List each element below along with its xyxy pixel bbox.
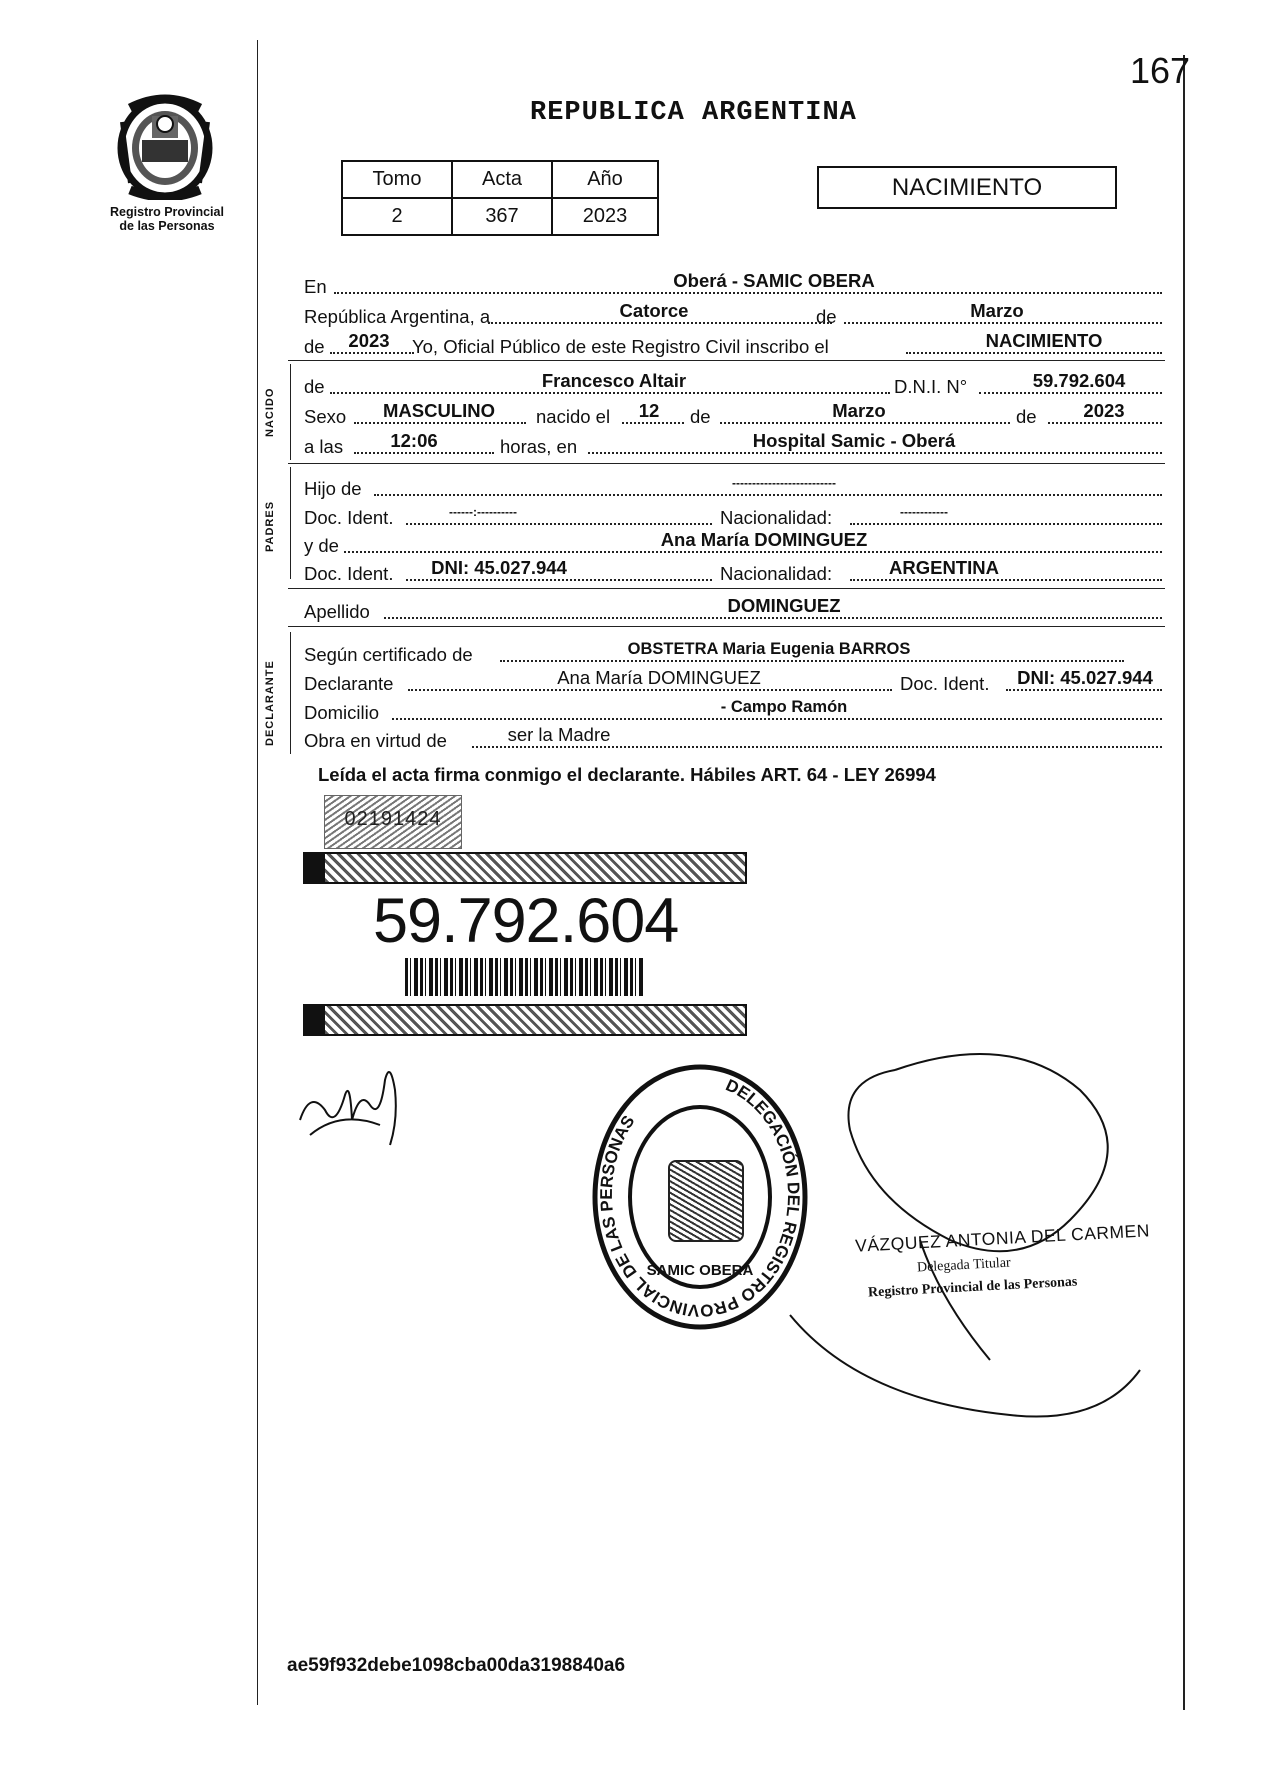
row-declarante [304, 665, 1164, 695]
header-tomo: Tomo [342, 161, 452, 198]
label-de: de [690, 406, 711, 427]
label-doc-ident: Doc. Ident. [304, 563, 394, 584]
label-domicilio: Domicilio [304, 702, 380, 723]
dotted-line [384, 617, 1162, 619]
label-declarante: Declarante [304, 673, 394, 694]
dotted-line [392, 718, 1162, 720]
row-mother-doc [304, 555, 1164, 585]
header-acta: Acta [452, 161, 552, 198]
left-margin-line [257, 40, 258, 1705]
row-hijo-de [304, 470, 1164, 500]
section-bar [290, 632, 291, 754]
security-code: 02191424 [344, 808, 442, 830]
value-declarante-name: Ana María DOMINGUEZ [557, 667, 761, 688]
value-child-name: Francesco Altair [541, 370, 687, 391]
dotted-line [344, 551, 1162, 553]
row-domicilio [304, 694, 1164, 724]
label-a-las: a las [304, 436, 344, 457]
security-strip-bottom [303, 1004, 747, 1036]
security-strip-top [303, 852, 747, 884]
row-sexo [304, 398, 1164, 428]
value-apellido: DOMINGUEZ [727, 595, 841, 616]
value-mother-doc: DNI: 45.027.944 [431, 557, 567, 578]
page-number: 167 [1130, 50, 1191, 91]
header-anio: Año [552, 161, 658, 198]
officer-text: Yo, Oficial Público de este Registro Civil inscribo el [412, 336, 829, 357]
dotted-line [906, 352, 1162, 354]
row-y-de [304, 527, 1164, 557]
row-republica [304, 298, 1164, 328]
label-hijo-de: Hijo de [304, 478, 362, 499]
seal-outer-text: DELEGACIÓN DEL REGISTRO PROVINCIAL DE LAS PERSONAS [596, 1075, 804, 1321]
closing-statement: Leída el acta firma conmigo el declarante. Hábiles ART. 64 - LEY 26994 [318, 764, 936, 785]
value-place: Oberá - SAMIC OBERA [673, 270, 875, 291]
section-divider [288, 360, 1165, 361]
dotted-line [1006, 689, 1162, 691]
value-birth-year: 2023 [1083, 400, 1125, 421]
value-birth-day: 12 [638, 400, 660, 421]
label-de: de [1016, 406, 1037, 427]
label-republica: República Argentina, a [304, 306, 491, 327]
dotted-line [720, 422, 1010, 424]
label-apellido: Apellido [304, 601, 370, 622]
dni-large-number: 59.792.604 [373, 886, 679, 956]
label-sexo: Sexo [304, 406, 347, 427]
document-type-box: NACIMIENTO [817, 166, 1117, 209]
label-nacionalidad: Nacionalidad: [720, 563, 833, 584]
dotted-line [408, 689, 892, 691]
label-obra: Obra en virtud de [304, 730, 447, 751]
value-tomo: 2 [342, 198, 452, 235]
value-obra: ser la Madre [507, 724, 611, 745]
row-apellido [304, 593, 1164, 623]
label-certificado: Según certificado de [304, 644, 473, 665]
dotted-line [374, 494, 1162, 496]
label-de: de [304, 376, 325, 397]
section-label-nacido: NACIDO [264, 387, 276, 437]
value-anio: 2023 [552, 198, 658, 235]
label-y-de: y de [304, 535, 339, 556]
dotted-line [622, 422, 684, 424]
value-child-dni: 59.792.604 [1032, 370, 1126, 391]
signatory-organization: Registro Provincial de las Personas [867, 1274, 1078, 1301]
dotted-line [488, 322, 832, 324]
registry-caption-line1: Registro Provincial [110, 205, 224, 219]
section-label-declarante: DECLARANTE [264, 660, 276, 746]
right-margin-line [1183, 55, 1185, 1710]
dotted-line [330, 392, 890, 394]
registry-caption [92, 205, 242, 233]
value-birth-place: Hospital Samic - Oberá [752, 430, 956, 451]
signatory-role: Delegada Titular [916, 1255, 1012, 1276]
dotted-line [406, 579, 712, 581]
dotted-line [850, 579, 1162, 581]
dotted-line [1048, 422, 1162, 424]
label-doc-ident: Doc. Ident. [900, 673, 990, 694]
seal-inner-text: SAMIC OBERA [646, 1262, 754, 1279]
row-name [304, 368, 1164, 398]
dotted-line [979, 392, 1162, 394]
dotted-line [844, 322, 1162, 324]
row-en [304, 268, 1164, 298]
value-birth-time: 12:06 [390, 430, 438, 451]
misiones-coat-of-arms-logo [110, 88, 220, 200]
section-divider [288, 626, 1165, 627]
section-bar [290, 364, 291, 460]
value-father-name: -------------------------- [732, 476, 836, 490]
label-nacionalidad: Nacionalidad: [720, 507, 833, 528]
registry-caption-line2: de las Personas [119, 219, 215, 233]
row-hora [304, 428, 1164, 458]
label-doc-ident: Doc. Ident. [304, 507, 394, 528]
row-year [304, 328, 1164, 358]
value-day: Catorce [619, 300, 689, 321]
dotted-line [330, 352, 414, 354]
registry-table [341, 160, 659, 236]
value-sexo: MASCULINO [382, 400, 496, 421]
barcode [405, 958, 645, 996]
value-declarante-doc: DNI: 45.027.944 [1017, 667, 1153, 688]
label-de: de [304, 336, 325, 357]
value-domicilio: - Campo Ramón [720, 698, 848, 716]
section-divider [288, 588, 1165, 589]
section-label-padres: PADRES [264, 500, 276, 552]
signatory-name: VÁZQUEZ ANTONIA DEL CARMEN [854, 1220, 1151, 1256]
row-certificado [304, 636, 1164, 666]
value-acta: 367 [452, 198, 552, 235]
dotted-line [354, 422, 526, 424]
dotted-line [354, 452, 494, 454]
handwritten-signature-left [290, 1050, 420, 1160]
dotted-line [850, 523, 1162, 525]
row-obra [304, 722, 1164, 752]
value-father-nationality: ------------ [900, 505, 948, 519]
value-certificado: OBSTETRA Maria Eugenia BARROS [627, 640, 911, 658]
value-birth-month: Marzo [832, 400, 886, 421]
row-father-doc [304, 499, 1164, 529]
dotted-line [406, 523, 712, 525]
value-mother-nationality: ARGENTINA [889, 557, 999, 578]
dotted-line [588, 452, 1162, 454]
section-bar [290, 467, 291, 579]
country-title: REPUBLICA ARGENTINA [530, 98, 857, 128]
dotted-line [500, 660, 1124, 662]
label-en: En [304, 276, 327, 297]
dotted-line [334, 292, 1162, 294]
section-divider [288, 463, 1165, 464]
document-hash: ae59f932debe1098cba00da3198840a6 [287, 1655, 626, 1676]
value-month: Marzo [970, 300, 1024, 321]
value-mother-name: Ana María DOMINGUEZ [660, 529, 868, 550]
value-event: NACIMIENTO [985, 330, 1103, 351]
label-de: de [816, 306, 837, 327]
value-year: 2023 [348, 330, 390, 351]
dotted-line [472, 746, 1162, 748]
security-code-box [324, 795, 462, 849]
label-nacido-el: nacido el [536, 406, 611, 427]
label-dni: D.N.I. N° [894, 376, 968, 397]
label-horas-en: horas, en [500, 436, 578, 457]
value-father-doc: ------:---------- [449, 505, 517, 519]
